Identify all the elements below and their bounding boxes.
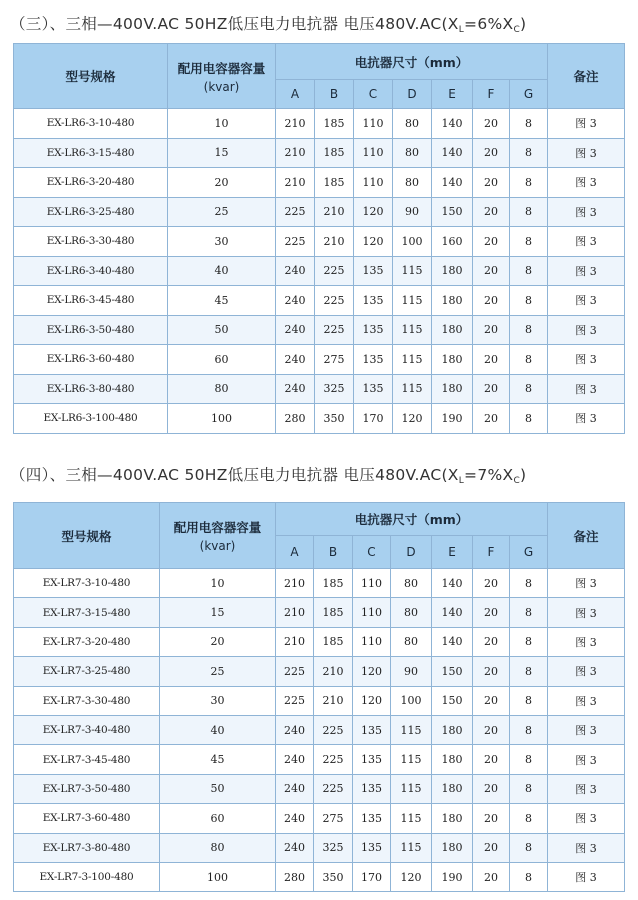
dim-cell: 115 [391,833,432,862]
note-cell: 图 3 [548,862,625,891]
dim-cell: 110 [354,168,393,198]
note-cell: 图 3 [548,804,625,833]
dim-cell: 135 [353,715,391,744]
table-row [14,745,625,774]
note-cell: 图 3 [548,168,625,198]
table-body [14,569,625,892]
dim-cell: 120 [391,862,432,891]
kvar-cell: 80 [160,833,276,862]
dim-cell: 240 [276,374,315,404]
note-cell: 图 3 [548,345,625,375]
dim-cell: 80 [393,168,432,198]
dim-cell: 275 [314,804,353,833]
dim-cell: 20 [473,862,510,891]
dim-cell: 210 [314,657,353,686]
dim-cell: 135 [354,374,393,404]
header-dim-d: D [393,80,432,109]
table-row [14,374,625,404]
header-dim-g: G [510,536,548,569]
dim-cell: 20 [473,345,510,375]
dim-cell: 20 [473,138,510,168]
dim-cell: 185 [315,109,354,139]
model-cell: EX-LR7-3-50-480 [14,774,160,803]
dim-cell: 110 [354,138,393,168]
table-row [14,627,625,656]
dim-cell: 170 [354,404,393,434]
header-dim-c: C [354,80,393,109]
dim-cell: 225 [315,286,354,316]
model-cell: EX-LR6-3-20-480 [14,168,168,198]
model-cell: EX-LR7-3-80-480 [14,833,160,862]
kvar-cell: 45 [160,745,276,774]
dim-cell: 115 [393,315,432,345]
dim-cell: 225 [276,227,315,257]
header-dim-e: E [432,80,473,109]
table-row [14,256,625,286]
dim-cell: 225 [315,256,354,286]
kvar-cell: 30 [160,686,276,715]
dim-cell: 8 [510,715,548,744]
note-cell: 图 3 [548,286,625,316]
note-cell: 图 3 [548,374,625,404]
dim-cell: 8 [510,627,548,656]
dim-cell: 350 [314,862,353,891]
header-note: 备注 [548,44,625,109]
dim-cell: 20 [473,686,510,715]
note-cell: 图 3 [548,627,625,656]
dim-cell: 100 [391,686,432,715]
note-cell: 图 3 [548,657,625,686]
model-cell: EX-LR6-3-15-480 [14,138,168,168]
dim-cell: 20 [473,197,510,227]
dim-cell: 240 [276,345,315,375]
table-row [14,138,625,168]
header-capacity-line2: (kvar) [203,79,240,94]
dim-cell: 8 [510,833,548,862]
dim-cell: 240 [276,774,314,803]
dim-cell: 140 [432,627,473,656]
dim-cell: 115 [391,804,432,833]
dim-cell: 8 [510,774,548,803]
dim-cell: 20 [473,657,510,686]
dim-cell: 180 [432,256,473,286]
kvar-cell: 20 [168,168,276,198]
note-cell: 图 3 [548,715,625,744]
dim-cell: 150 [432,657,473,686]
dim-cell: 20 [473,286,510,316]
section-heading-4: （四）、三相—400V.AC 50HZ低压电力电抗器 电压$480V.AC(X_L=7\%X_C)$ [10,466,527,486]
note-cell: 图 3 [548,598,625,627]
model-cell: EX-LR7-3-15-480 [14,598,160,627]
dim-cell: 225 [276,686,314,715]
note-cell: 图 3 [548,833,625,862]
dim-cell: 140 [432,569,473,598]
dim-cell: 185 [315,168,354,198]
model-cell: EX-LR7-3-10-480 [14,569,160,598]
dim-cell: 80 [391,569,432,598]
dim-cell: 210 [276,109,315,139]
reactor-spec-table-6pct [13,43,625,434]
kvar-cell: 10 [160,569,276,598]
dim-cell: 210 [276,627,314,656]
dim-cell: 180 [432,715,473,744]
dim-cell: 180 [432,345,473,375]
table-row [14,345,625,375]
dim-cell: 8 [510,286,548,316]
dim-cell: 180 [432,774,473,803]
model-cell: EX-LR6-3-100-480 [14,404,168,434]
dim-cell: 115 [393,345,432,375]
kvar-cell: 25 [168,197,276,227]
dim-cell: 8 [510,804,548,833]
header-capacity-line2: (kvar) [199,539,236,553]
dim-cell: 110 [353,569,391,598]
dim-cell: 140 [432,168,473,198]
dim-cell: 115 [393,286,432,316]
dim-cell: 8 [510,569,548,598]
table-row [14,569,625,598]
kvar-cell: 60 [168,345,276,375]
kvar-cell: 15 [168,138,276,168]
model-cell: EX-LR6-3-30-480 [14,227,168,257]
note-cell: 图 3 [548,404,625,434]
dim-cell: 135 [353,833,391,862]
table-row [14,862,625,891]
table-row [14,109,625,139]
dim-cell: 20 [473,168,510,198]
dim-cell: 8 [510,168,548,198]
model-cell: EX-LR7-3-45-480 [14,745,160,774]
dim-cell: 8 [510,315,548,345]
model-cell: EX-LR7-3-20-480 [14,627,160,656]
dim-cell: 160 [432,227,473,257]
header-capacity [160,503,276,569]
note-cell: 图 3 [548,109,625,139]
dim-cell: 210 [315,227,354,257]
kvar-cell: 100 [160,862,276,891]
dim-cell: 115 [391,745,432,774]
header-dim-f: F [473,80,510,109]
table-body [14,109,625,434]
dim-cell: 190 [432,404,473,434]
table-row [14,286,625,316]
dim-cell: 140 [432,109,473,139]
dim-cell: 80 [393,138,432,168]
dim-cell: 20 [473,774,510,803]
dim-cell: 240 [276,315,315,345]
dim-cell: 110 [353,598,391,627]
dim-cell: 115 [391,774,432,803]
table-row [14,168,625,198]
note-cell: 图 3 [548,686,625,715]
table-row [14,315,625,345]
dim-cell: 115 [393,374,432,404]
table-row [14,197,625,227]
model-cell: EX-LR7-3-40-480 [14,715,160,744]
dim-cell: 225 [314,774,353,803]
table-row [14,804,625,833]
dim-cell: 20 [473,833,510,862]
dim-cell: 120 [354,197,393,227]
dim-cell: 180 [432,286,473,316]
header-dim-e: E [432,536,473,569]
header-dimensions: 电抗器尺寸（mm） [276,503,548,536]
table-row [14,833,625,862]
model-cell: EX-LR6-3-40-480 [14,256,168,286]
dim-cell: 135 [354,345,393,375]
dim-cell: 120 [353,686,391,715]
kvar-cell: 100 [168,404,276,434]
dim-cell: 280 [276,862,314,891]
dim-cell: 210 [276,168,315,198]
dim-cell: 8 [510,256,548,286]
dim-cell: 20 [473,745,510,774]
dim-cell: 80 [393,109,432,139]
dim-cell: 280 [276,404,315,434]
dim-cell: 180 [432,745,473,774]
dim-cell: 100 [393,227,432,257]
header-dim-a: A [276,80,315,109]
dim-cell: 185 [314,627,353,656]
dim-cell: 20 [473,227,510,257]
dim-cell: 8 [510,745,548,774]
dim-cell: 210 [314,686,353,715]
header-capacity-line1: 配用电容器容量 [173,520,262,535]
kvar-cell: 80 [168,374,276,404]
dim-cell: 8 [510,138,548,168]
kvar-cell: 45 [168,286,276,316]
model-cell: EX-LR7-3-60-480 [14,804,160,833]
model-cell: EX-LR6-3-10-480 [14,109,168,139]
model-cell: EX-LR6-3-50-480 [14,315,168,345]
dim-cell: 350 [315,404,354,434]
table-row [14,715,625,744]
dim-cell: 180 [432,804,473,833]
header-model: 型号规格 [14,503,160,569]
dim-cell: 135 [353,774,391,803]
dim-cell: 20 [473,315,510,345]
header-dim-a: A [276,536,314,569]
header-dimensions: 电抗器尺寸（mm） [276,44,548,80]
dim-cell: 185 [314,569,353,598]
dim-cell: 20 [473,109,510,139]
dim-cell: 20 [473,804,510,833]
note-cell: 图 3 [548,256,625,286]
note-cell: 图 3 [548,569,625,598]
dim-cell: 240 [276,833,314,862]
kvar-cell: 60 [160,804,276,833]
dim-cell: 80 [391,598,432,627]
kvar-cell: 25 [160,657,276,686]
dim-cell: 20 [473,404,510,434]
dim-cell: 135 [354,256,393,286]
dim-cell: 110 [354,109,393,139]
dim-cell: 140 [432,598,473,627]
dim-cell: 8 [510,404,548,434]
kvar-cell: 30 [168,227,276,257]
dim-cell: 150 [432,686,473,715]
table-row [14,227,625,257]
dim-cell: 140 [432,138,473,168]
model-cell: EX-LR7-3-30-480 [14,686,160,715]
dim-cell: 110 [353,627,391,656]
dim-cell: 20 [473,715,510,744]
dim-cell: 240 [276,804,314,833]
header-dim-g: G [510,80,548,109]
dim-cell: 120 [393,404,432,434]
dim-cell: 135 [353,804,391,833]
header-dim-b: B [315,80,354,109]
note-cell: 图 3 [548,197,625,227]
table-row [14,686,625,715]
dim-cell: 135 [354,286,393,316]
dim-cell: 225 [276,657,314,686]
model-cell: EX-LR7-3-25-480 [14,657,160,686]
dim-cell: 8 [510,197,548,227]
dim-cell: 90 [393,197,432,227]
dim-cell: 150 [432,197,473,227]
note-cell: 图 3 [548,227,625,257]
model-cell: EX-LR6-3-45-480 [14,286,168,316]
kvar-cell: 15 [160,598,276,627]
dim-cell: 210 [315,197,354,227]
dim-cell: 180 [432,833,473,862]
dim-cell: 210 [276,569,314,598]
section-heading-3: （三）、三相—400V.AC 50HZ低压电力电抗器 电压$480V.AC(X_L=6\%X_C)$ [10,15,527,35]
dim-cell: 8 [510,374,548,404]
note-cell: 图 3 [548,774,625,803]
header-capacity-line1: 配用电容器容量 [177,60,266,76]
model-cell: EX-LR7-3-100-480 [14,862,160,891]
dim-cell: 185 [315,138,354,168]
header-capacity [168,44,276,109]
dim-cell: 185 [314,598,353,627]
dim-cell: 20 [473,569,510,598]
header-dim-b: B [314,536,353,569]
header-dim-d: D [391,536,432,569]
dim-cell: 275 [315,345,354,375]
dim-cell: 225 [314,715,353,744]
dim-cell: 240 [276,256,315,286]
dim-cell: 8 [510,862,548,891]
header-model: 型号规格 [14,44,168,109]
dim-cell: 135 [354,315,393,345]
dim-cell: 120 [353,657,391,686]
dim-cell: 325 [315,374,354,404]
dim-cell: 240 [276,286,315,316]
dim-cell: 8 [510,109,548,139]
dim-cell: 170 [353,862,391,891]
dim-cell: 8 [510,227,548,257]
dim-cell: 225 [315,315,354,345]
dim-cell: 190 [432,862,473,891]
dim-cell: 225 [276,197,315,227]
kvar-cell: 20 [160,627,276,656]
dim-cell: 20 [473,374,510,404]
dim-cell: 8 [510,686,548,715]
header-dim-c: C [353,536,391,569]
dim-cell: 20 [473,256,510,286]
dim-cell: 120 [354,227,393,257]
dim-cell: 225 [314,745,353,774]
dim-cell: 210 [276,598,314,627]
table-row [14,774,625,803]
dim-cell: 8 [510,598,548,627]
note-cell: 图 3 [548,315,625,345]
header-note: 备注 [548,503,625,569]
header-dim-f: F [473,536,510,569]
dim-cell: 20 [473,627,510,656]
dim-cell: 240 [276,745,314,774]
dim-cell: 240 [276,715,314,744]
model-cell: EX-LR6-3-60-480 [14,345,168,375]
model-cell: EX-LR6-3-25-480 [14,197,168,227]
kvar-cell: 40 [160,715,276,744]
dim-cell: 115 [393,256,432,286]
dim-cell: 180 [432,315,473,345]
table-row [14,598,625,627]
dim-cell: 210 [276,138,315,168]
dim-cell: 80 [391,627,432,656]
kvar-cell: 50 [160,774,276,803]
model-cell: EX-LR6-3-80-480 [14,374,168,404]
table-row [14,404,625,434]
dim-cell: 8 [510,657,548,686]
kvar-cell: 50 [168,315,276,345]
reactor-spec-table-7pct [13,502,625,892]
kvar-cell: 10 [168,109,276,139]
dim-cell: 325 [314,833,353,862]
dim-cell: 8 [510,345,548,375]
kvar-cell: 40 [168,256,276,286]
note-cell: 图 3 [548,138,625,168]
dim-cell: 115 [391,715,432,744]
dim-cell: 20 [473,598,510,627]
table-row [14,657,625,686]
note-cell: 图 3 [548,745,625,774]
dim-cell: 180 [432,374,473,404]
dim-cell: 135 [353,745,391,774]
dim-cell: 90 [391,657,432,686]
